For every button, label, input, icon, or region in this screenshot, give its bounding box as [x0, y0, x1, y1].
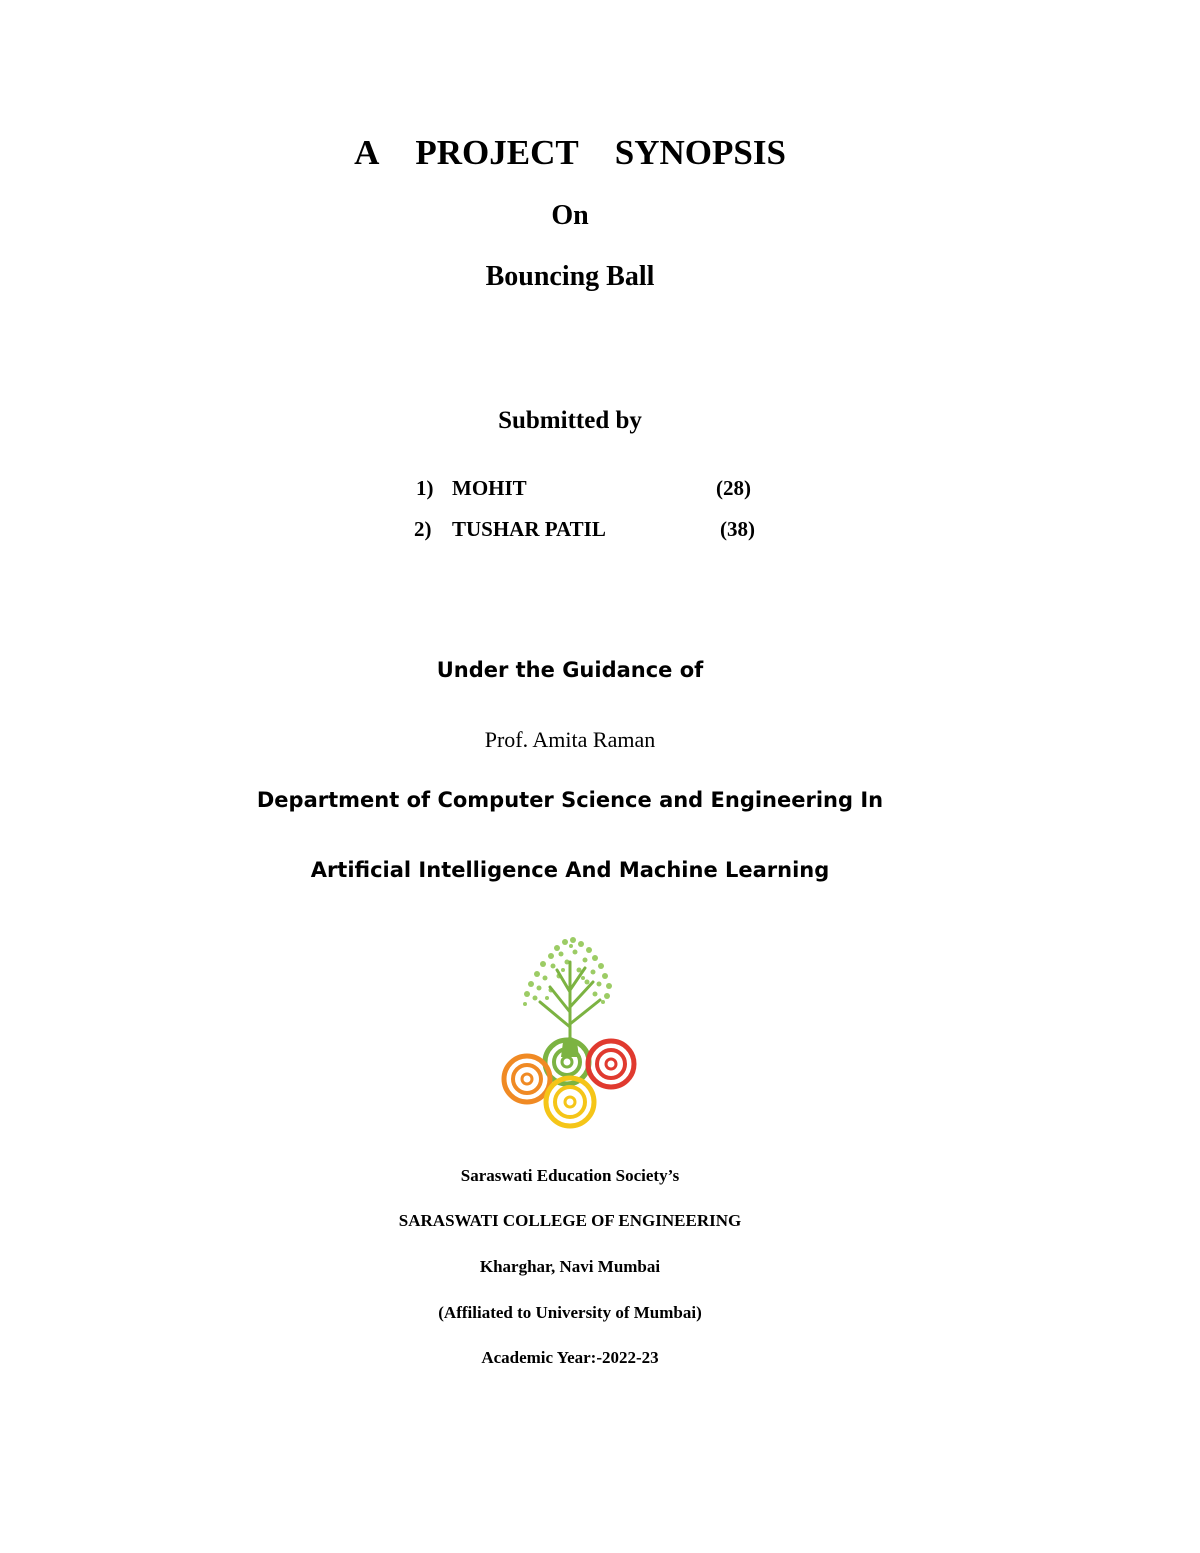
- tree-canopy: [523, 937, 612, 1006]
- title-word-project: PROJECT: [415, 133, 579, 172]
- document-title: [0, 133, 1140, 173]
- tree-with-circles-logo-icon: [495, 932, 645, 1132]
- department-line-2: Artificial Intelligence And Machine Learning: [310, 858, 830, 882]
- submitted-by-label: Submitted by: [498, 407, 642, 434]
- society-name: Saraswati Education Society’s: [460, 1166, 680, 1185]
- college-name: SARASWATI COLLEGE OF ENGINEERING: [398, 1211, 742, 1230]
- guide-name: Prof. Amita Raman: [484, 727, 656, 752]
- member-row-2: [0, 517, 1200, 543]
- affiliation: (Affiliated to University of Mumbai): [438, 1303, 702, 1322]
- member-roll-number: (28): [716, 476, 751, 500]
- on-label: On: [551, 200, 589, 231]
- title-word-synopsis: SYNOPSIS: [614, 133, 786, 172]
- member-name: TUSHAR PATIL: [452, 517, 606, 541]
- guidance-label: Under the Guidance of: [436, 658, 704, 682]
- red-circle: [588, 1041, 634, 1087]
- member-number: 2): [414, 517, 432, 541]
- member-roll-number: (38): [720, 517, 755, 541]
- member-row-1: [0, 476, 1200, 502]
- title-word-a: A: [354, 133, 380, 172]
- college-location: Kharghar, Navi Mumbai: [479, 1257, 661, 1276]
- member-number: 1): [416, 476, 434, 500]
- orange-circle: [504, 1056, 550, 1102]
- yellow-circle: [546, 1078, 594, 1126]
- academic-year: Academic Year:-2022-23: [481, 1348, 659, 1367]
- project-name: Bouncing Ball: [485, 261, 655, 292]
- department-line-1: Department of Computer Science and Engineering In: [256, 788, 884, 812]
- member-name: MOHIT: [452, 476, 527, 500]
